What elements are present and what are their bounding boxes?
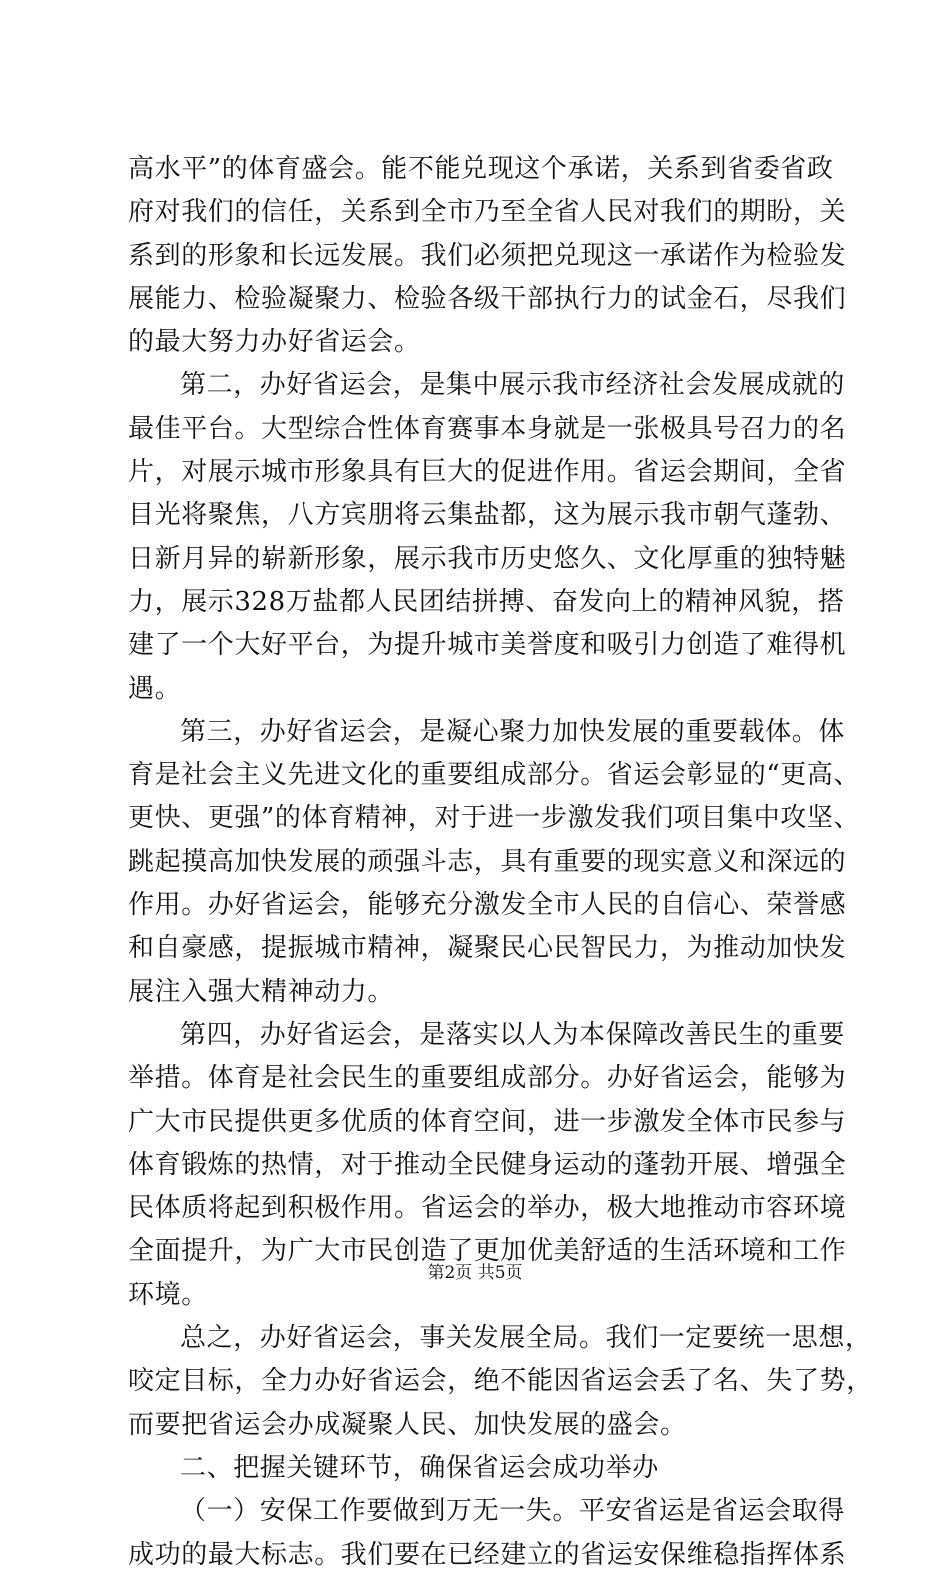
text-line: 第四，办好省运会，是落实以人为本保障改善民生的重要 [180,1019,846,1050]
text-line: 成功的最大标志。我们要在已经建立的省运安保维稳指挥体系 [128,1539,847,1570]
text-line: 咬定目标，全力办好省运会，绝不能因省运会丢了名、失了势， [128,1366,873,1397]
text-line: 展能力、检验凝聚力、检验各级干部执行力的试金石，尽我们 [128,283,847,314]
text-line: 日新月异的崭新形象，展示我市历史悠久、文化厚重的独特魅 [128,543,847,574]
text-line: 遇。 [128,673,182,704]
text-line: 府对我们的信任，关系到全市乃至全省人民对我们的期盼，关 [128,197,847,228]
text-line: 力，展示328万盐都人民团结拼搏、奋发向上的精神风貌，搭 [128,586,845,617]
text-line: 建了一个大好平台，为提升城市美誉度和吸引力创造了难得机 [128,630,847,661]
text-line: 和自豪感，提振城市精神，凝聚民心民智民力，为推动加快发 [128,933,847,964]
text-line: 全面提升，为广大市民创造了更加优美舒适的生活环境和工作 [128,1236,847,1267]
text-line: 片，对展示城市形象具有巨大的促进作用。省运会期间，全省 [128,457,847,488]
page-number-footer: 第2页 共5页 [427,1263,523,1283]
text-line: 展注入强大精神动力。 [128,976,395,1007]
text-line: 育是社会主义先进文化的重要组成部分。省运会彰显的“更高、 [128,760,861,791]
text-line: 作用。办好省运会，能够充分激发全市人民的自信心、荣誉感 [128,890,847,921]
text-line: 环境。 [128,1279,208,1310]
text-line: 第三，办好省运会，是凝心聚力加快发展的重要载体。体 [180,716,846,747]
text-line: 目光将聚焦，八方宾朋将云集盐都，这为展示我市朝气蓬勃、 [128,500,847,531]
text-line: （一）安保工作要做到万无一失。平安省运是省运会取得 [180,1496,846,1527]
text-line: 体育锻炼的热情，对于推动全民健身运动的蓬勃开展、增强全 [128,1149,847,1180]
text-line: 而要把省运会办成凝聚人民、加快发展的盛会。 [128,1409,687,1440]
text-line: 总之，办好省运会，事关发展全局。我们一定要统一思想， [180,1323,872,1354]
document-body [128,148,873,1577]
text-line: 第二，办好省运会，是集中展示我市经济社会发展成就的 [180,370,846,401]
text-line: 举措。体育是社会民生的重要组成部分。办好省运会，能够为 [128,1063,847,1094]
text-line: 更快、更强”的体育精神，对于进一步激发我们项目集中攻坚、 [128,803,861,834]
text-line: 跳起摸高加快发展的顽强斗志，具有重要的现实意义和深远的 [128,846,847,877]
section-heading: 二、把握关键环节，确保省运会成功举办 [180,1452,659,1483]
text-line: 最佳平台。大型综合性体育赛事本身就是一张极具号召力的名 [128,413,847,444]
text-line: 的最大努力办好省运会。 [128,327,421,358]
text-line: 广大市民提供更多优质的体育空间，进一步激发全体市民参与 [128,1106,847,1137]
text-line: 高水平”的体育盛会。能不能兑现这个承诺，关系到省委省政 [128,154,834,184]
text-line: 民体质将起到积极作用。省运会的举办，极大地推动市容环境 [128,1193,847,1224]
text-line: 系到的形象和长远发展。我们必须把兑现这一承诺作为检验发 [128,240,847,271]
